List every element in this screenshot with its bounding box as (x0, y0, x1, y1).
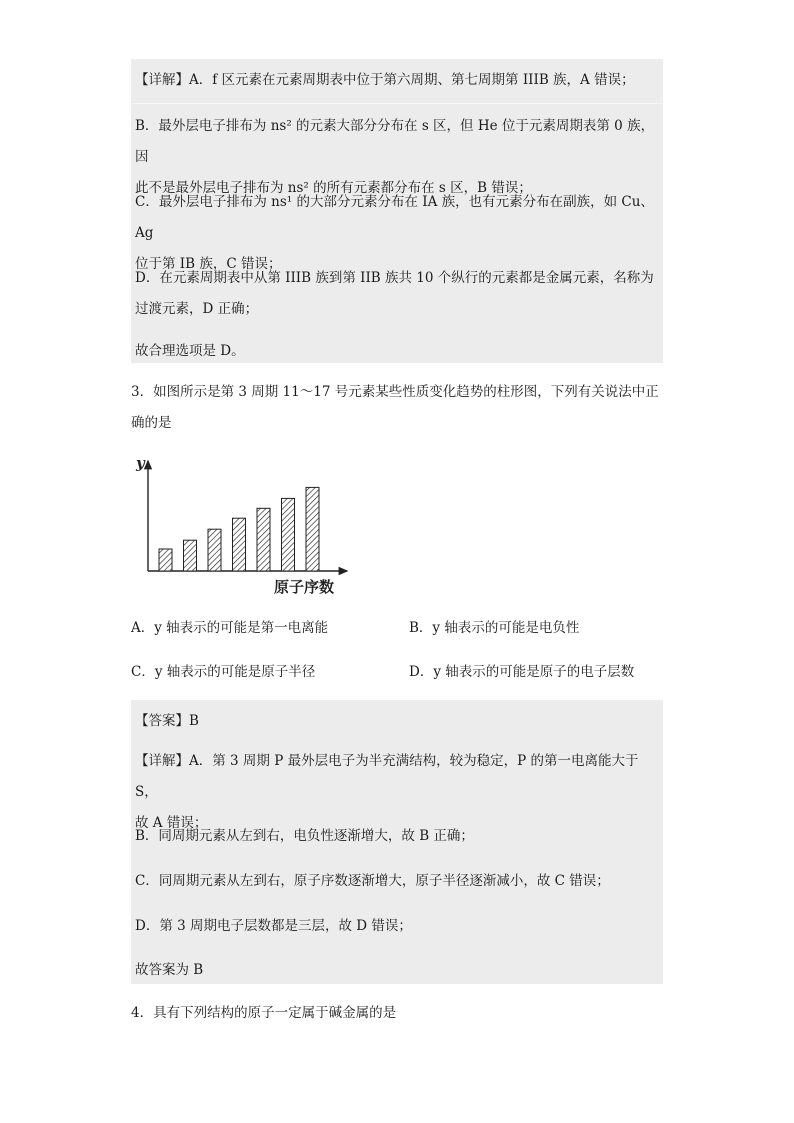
bar-chart-svg (127, 449, 357, 599)
q3-conclusion: 故答案为 B (135, 962, 204, 978)
bar-17 (306, 487, 319, 571)
q2-explanation-line: 位于第 IB 族，C 错误； (135, 256, 282, 272)
q3-explanation-line: B．同周期元素从左到右，电负性逐渐增大，故 B 正确； (135, 828, 474, 844)
q2-explanation-line: 此不是最外层电子排布为 ns² 的所有元素都分布在 s 区，B 错误； (135, 180, 532, 196)
q3-stem-line: 3．如图所示是第 3 周期 11～17 号元素某些性质变化趋势的柱形图，下列有关说法中正 (131, 384, 659, 400)
bar-11 (159, 549, 172, 571)
q2-conclusion: 故合理选项是 D。 (135, 343, 245, 359)
bar-14 (233, 518, 246, 571)
bar-15 (257, 508, 270, 571)
q2-explanation-line: D．在元素周期表中从第 IIIB 族到第 IIB 族共 10 个纵行的元素都是金属元素，名称为 (135, 270, 654, 286)
bar-chart (127, 449, 357, 599)
q2-explanation-block (131, 59, 663, 363)
option-d[interactable]: D．y 轴表示的可能是原子的电子层数 (409, 664, 635, 680)
answer-label: 【答案】B (135, 713, 199, 729)
y-axis-label: y (136, 454, 145, 472)
option-c[interactable]: C．y 轴表示的可能是原子半径 (131, 664, 316, 680)
bar-16 (282, 498, 295, 571)
x-axis-label: 原子序数 (274, 578, 335, 596)
q3-explanation-line: D．第 3 周期电子层数都是三层，故 D 错误； (135, 918, 412, 934)
q3-explanation-line: 故 A 错误； (135, 815, 208, 831)
option-b[interactable]: B．y 轴表示的可能是电负性 (409, 620, 580, 636)
bar-13 (208, 529, 221, 571)
q2-explanation-line: C．最外层电子排布为 ns¹ 的大部分元素分布在 IA 族，也有元素分布在副族，如 Cu、Ag (135, 194, 654, 241)
q4-stem: 4．具有下列结构的原子一定属于碱金属的是 (131, 1005, 397, 1021)
q3-explanation-line: C．同周期元素从左到右，原子序数逐渐增大，原子半径逐渐减小，故 C 错误； (135, 873, 610, 889)
q2-explanation-line: B．最外层电子排布为 ns² 的元素大部分分布在 s 区，但 He 位于元素周期表第 0 族，因 (135, 118, 655, 165)
q2-explanation-line: 【详解】A．f 区元素在元素周期表中位于第六周期、第七周期第 IIIB 族，A 错误； (135, 72, 635, 88)
q2-explanation-line: 过渡元素，D 正确； (135, 301, 259, 317)
q3-stem-line: 确的是 (131, 415, 172, 431)
q3-explanation-line: 【详解】A．第 3 周期 P 最外层电子为半充满结构，较为稳定，P 的第一电离能大于 S， (135, 753, 639, 800)
q3-stem (131, 377, 663, 439)
option-a[interactable]: A．y 轴表示的可能是第一电离能 (131, 620, 329, 636)
q3-answer-block (131, 700, 663, 984)
bar-12 (184, 540, 197, 571)
